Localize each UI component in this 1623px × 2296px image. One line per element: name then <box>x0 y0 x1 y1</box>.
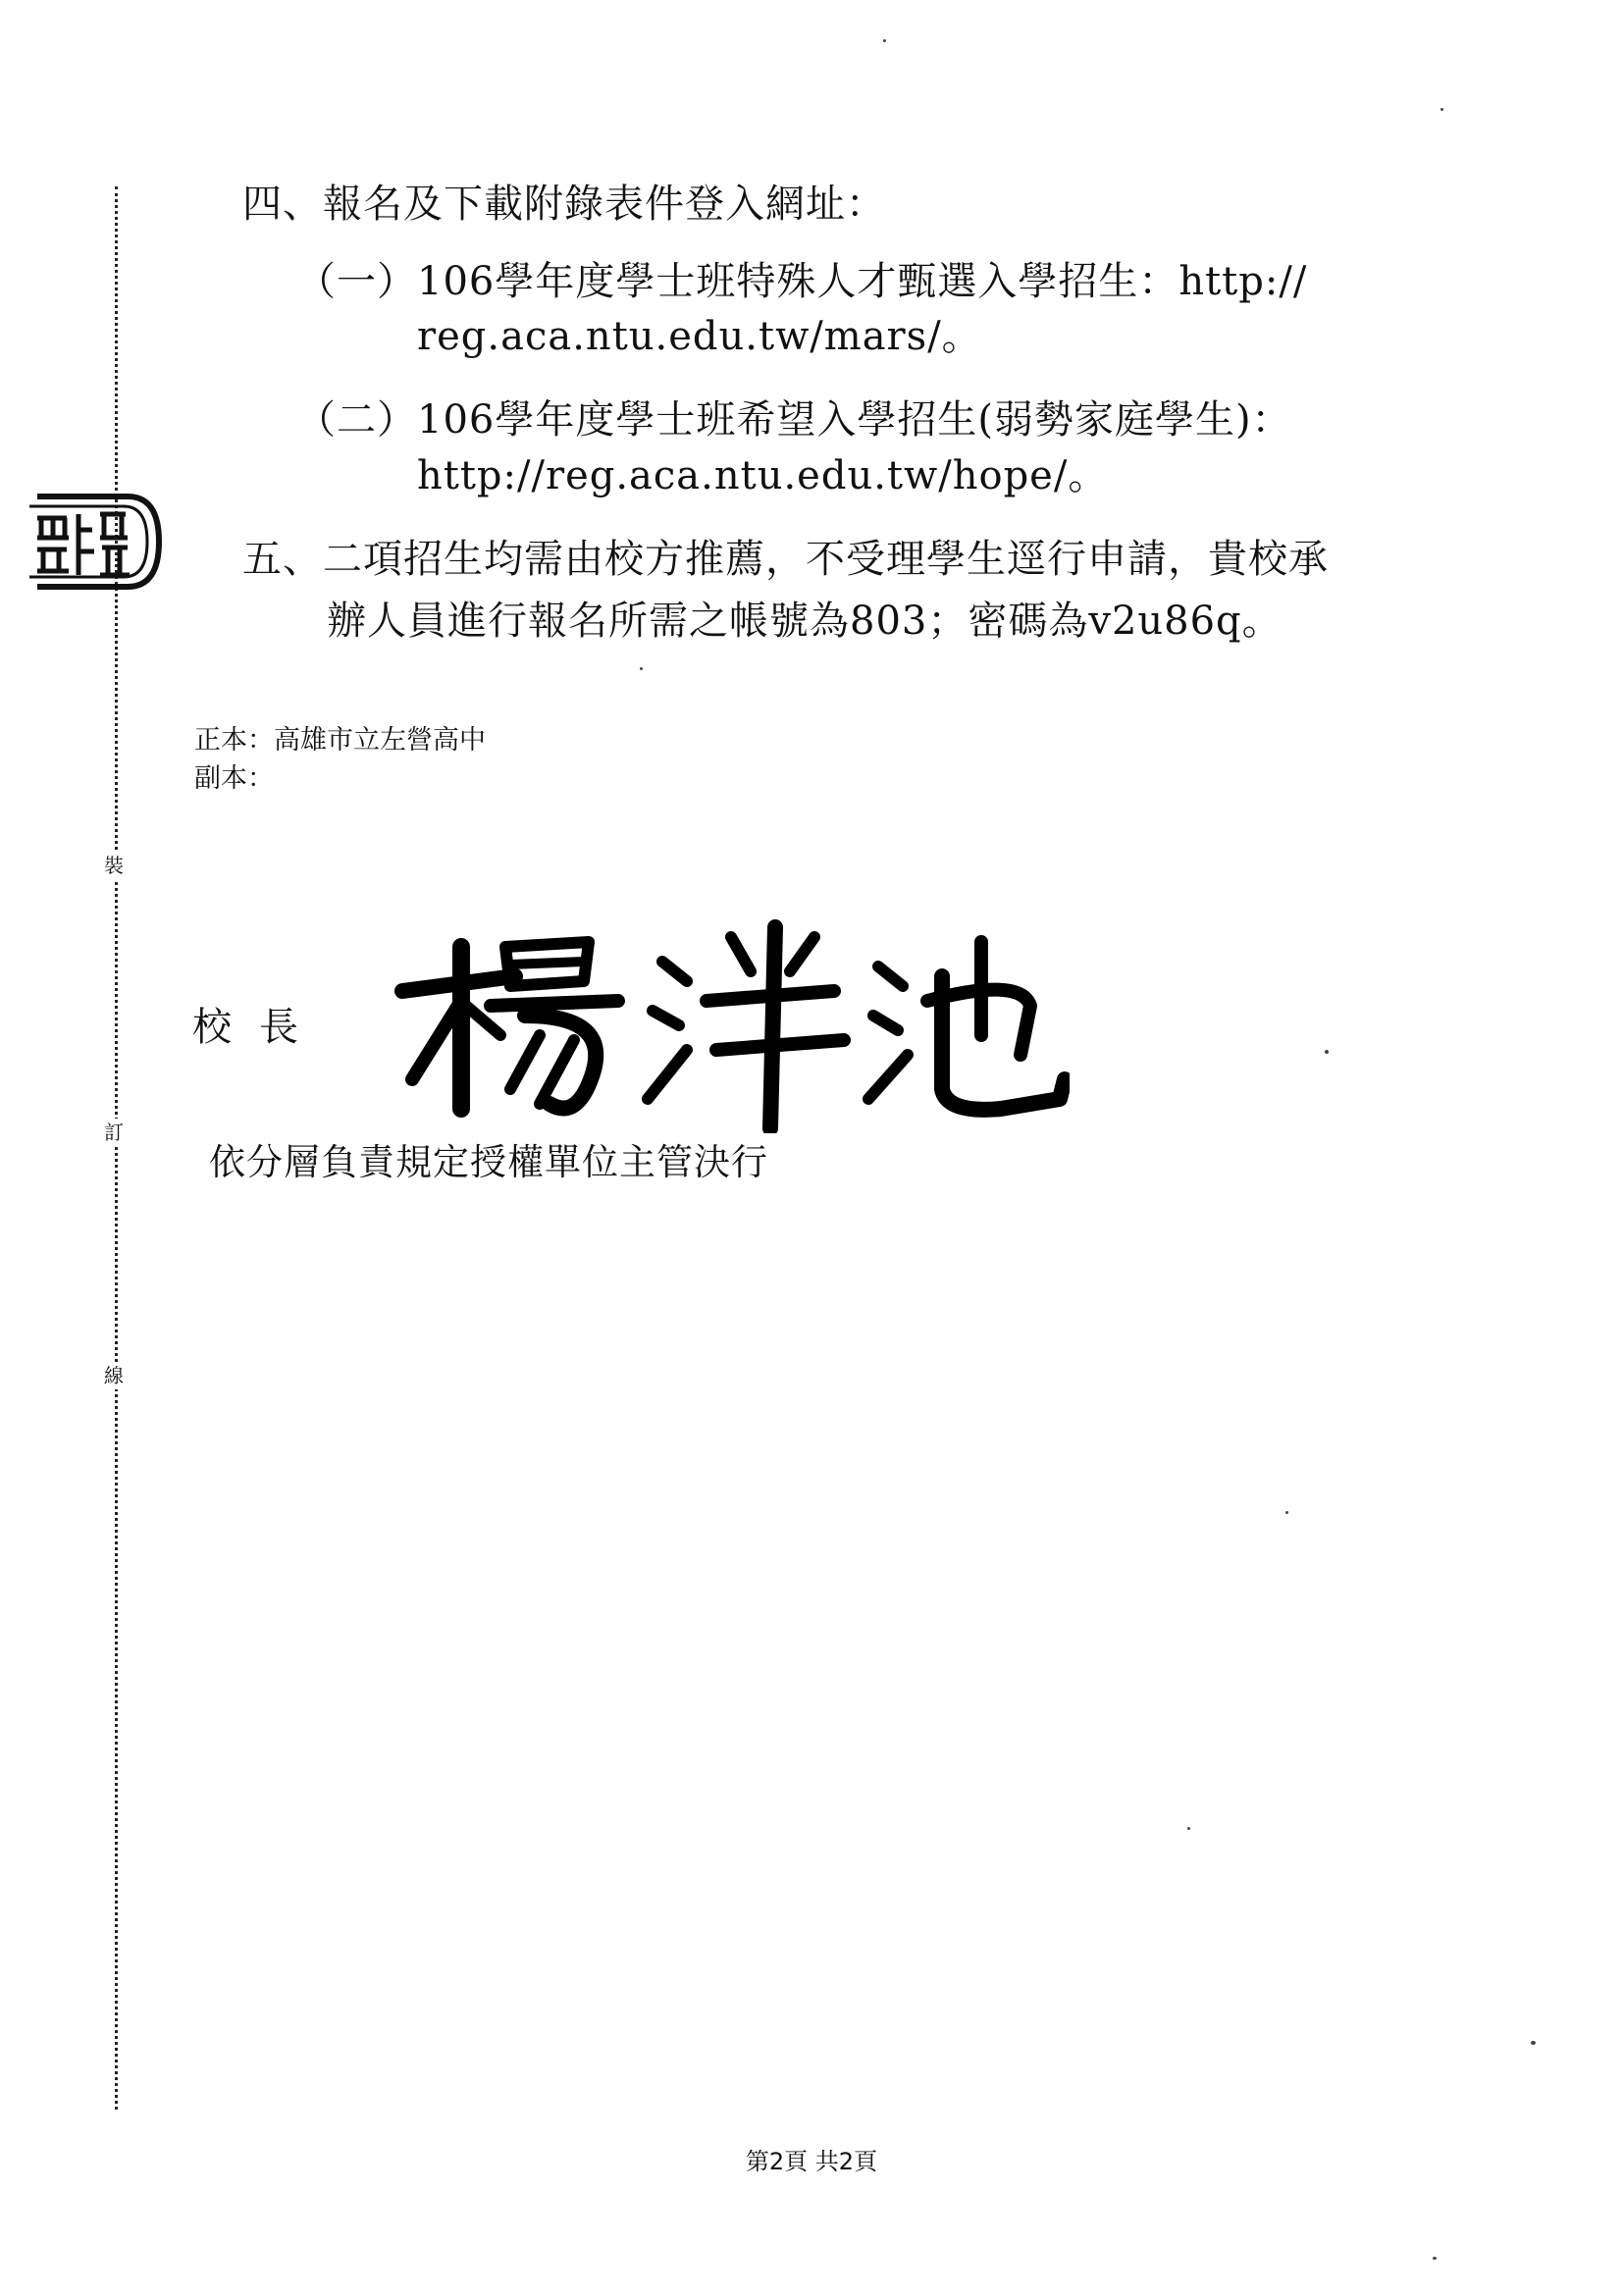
scan-speck <box>1285 1511 1288 1514</box>
main-recipient: 正本：高雄市立左營高中 <box>194 725 486 756</box>
scan-speck <box>640 667 643 670</box>
binding-dotted-line <box>115 186 118 2110</box>
scan-speck <box>1187 1827 1190 1830</box>
binding-mark-zhuang: 裝 <box>104 854 124 877</box>
school-seal-stamp <box>29 491 163 593</box>
delegation-note: 依分層負責規定授權單位主管決行 <box>209 1141 768 1183</box>
binding-mark-ding: 訂 <box>104 1121 124 1144</box>
item-4-sub2-line1: （二）106學年度學士班希望入學招生(弱勢家庭學生)： <box>296 397 1292 443</box>
scan-speck <box>1440 108 1443 111</box>
item-4-sub2-line2: http://reg.aca.ntu.edu.tw/hope/。 <box>417 453 1109 498</box>
item-4-sub1-line1: （一）106學年度學士班特殊人才甄選入學招生：http:// <box>296 259 1308 304</box>
principal-signature <box>393 908 1070 1133</box>
item-4-sub1-line2: reg.aca.ntu.edu.tw/mars/。 <box>417 314 982 359</box>
principal-title: 校長 <box>192 1005 326 1050</box>
item-5-line2: 辦人員進行報名所需之帳號為803；密碼為v2u86q。 <box>327 599 1283 644</box>
page-number: 第2頁 共2頁 <box>745 2148 878 2175</box>
binding-mark-xian: 線 <box>104 1364 124 1387</box>
item-4-heading: 四、報名及下載附錄表件登入網址： <box>242 182 886 227</box>
scan-speck <box>1433 2257 1437 2260</box>
item-5-line1: 五、二項招生均需由校方推薦，不受理學生逕行申請，貴校承 <box>242 537 1329 582</box>
scan-speck <box>883 39 886 42</box>
scan-speck <box>1531 2041 1536 2045</box>
scan-speck <box>1325 1050 1329 1054</box>
copy-recipient: 副本： <box>194 763 274 794</box>
